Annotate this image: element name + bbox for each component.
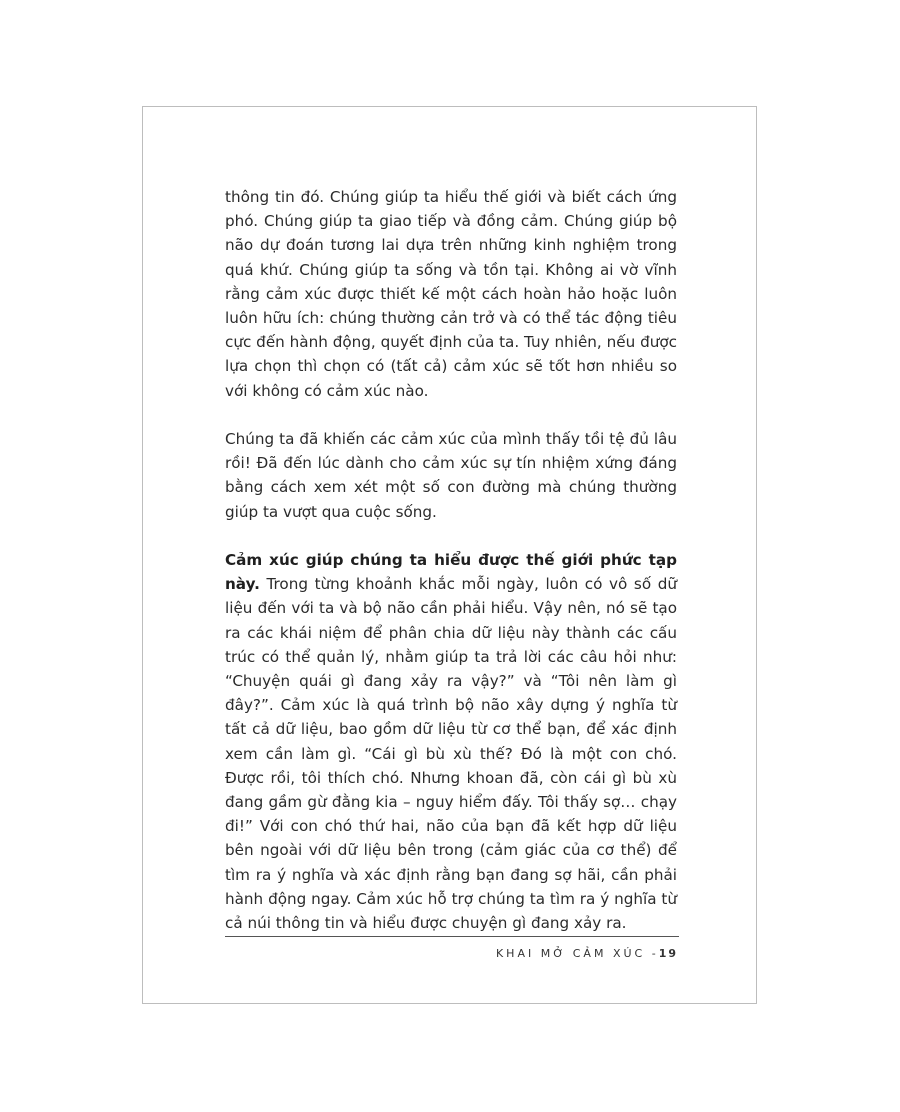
paragraph-1: thông tin đó. Chúng giúp ta hiểu thế giới và biết cách ứng phó. Chúng giúp ta giao tiếp và đồng cảm. Chúng giúp bộ não dự đoán tương lai dựa trên những kinh nghiệm trong quá khứ. Chúng giúp ta sống và tồn tại. Không ai vờ vĩnh rằng cảm xúc được thiết kế một cách hoàn hảo hoặc luôn luôn hữu ích: chúng thường cản trở và có thể tác động tiêu cực đến hành động, quyết định của ta. Tuy nhiên, nếu được lựa chọn thì chọn có (tất cả) cảm xúc sẽ tốt hơn nhiều so với không có cảm xúc nào. (225, 188, 677, 400)
paragraph-2: Chúng ta đã khiến các cảm xúc của mình thấy tồi tệ đủ lâu rồi! Đã đến lúc dành cho cảm xúc sự tín nhiệm xứng đáng bằng cách xem xét một số con đường mà chúng thường giúp ta vượt qua cuộc sống. (225, 430, 677, 521)
paragraph-3-lead: Cảm xúc giúp chúng ta hiểu được thế giới phức tạp này. (225, 551, 677, 594)
page-footer (496, 947, 678, 960)
book-page (142, 106, 757, 1004)
body-text (225, 185, 677, 935)
running-title: KHAI MỞ CẢM XÚC - (495, 947, 659, 960)
page-number: 19 (658, 947, 678, 960)
footer-divider (225, 936, 679, 937)
paragraph-3-text: Trong từng khoảnh khắc mỗi ngày, luôn có vô số dữ liệu đến với ta và bộ não cần phải hiểu. Vậy nên, nó sẽ tạo ra các khái niệm để phân chia dữ liệu này thành các cấu trúc có thể quản lý, nhằm giúp ta trả lời các câu hỏi như: “Chuyện quái gì đang xảy ra vậy?” và “Tôi nên làm gì đây?”. Cảm xúc là quá trình bộ não xây dựng ý nghĩa từ tất cả dữ liệu, bao gồm dữ liệu từ cơ thể bạn, để xác định xem cần làm gì. “Cái gì bù xù thế? Đó là một con chó. Được rồi, tôi thích chó. Nhưng khoan đã, còn cái gì bù xù đang gầm gừ đằng kia – nguy hiểm đấy. Tôi thấy sợ… chạy đi!” Với con chó thứ hai, não của bạn đã kết hợp dữ liệu bên ngoài với dữ liệu bên trong (cảm giác của cơ thể) để tìm ra ý nghĩa và xác định rằng bạn đang sợ hãi, cần phải hành động ngay. Cảm xúc hỗ trợ chúng ta tìm ra ý nghĩa từ cả núi thông tin và hiểu được chuyện gì đang xảy ra. (225, 575, 677, 933)
paragraph-3 (225, 548, 677, 935)
